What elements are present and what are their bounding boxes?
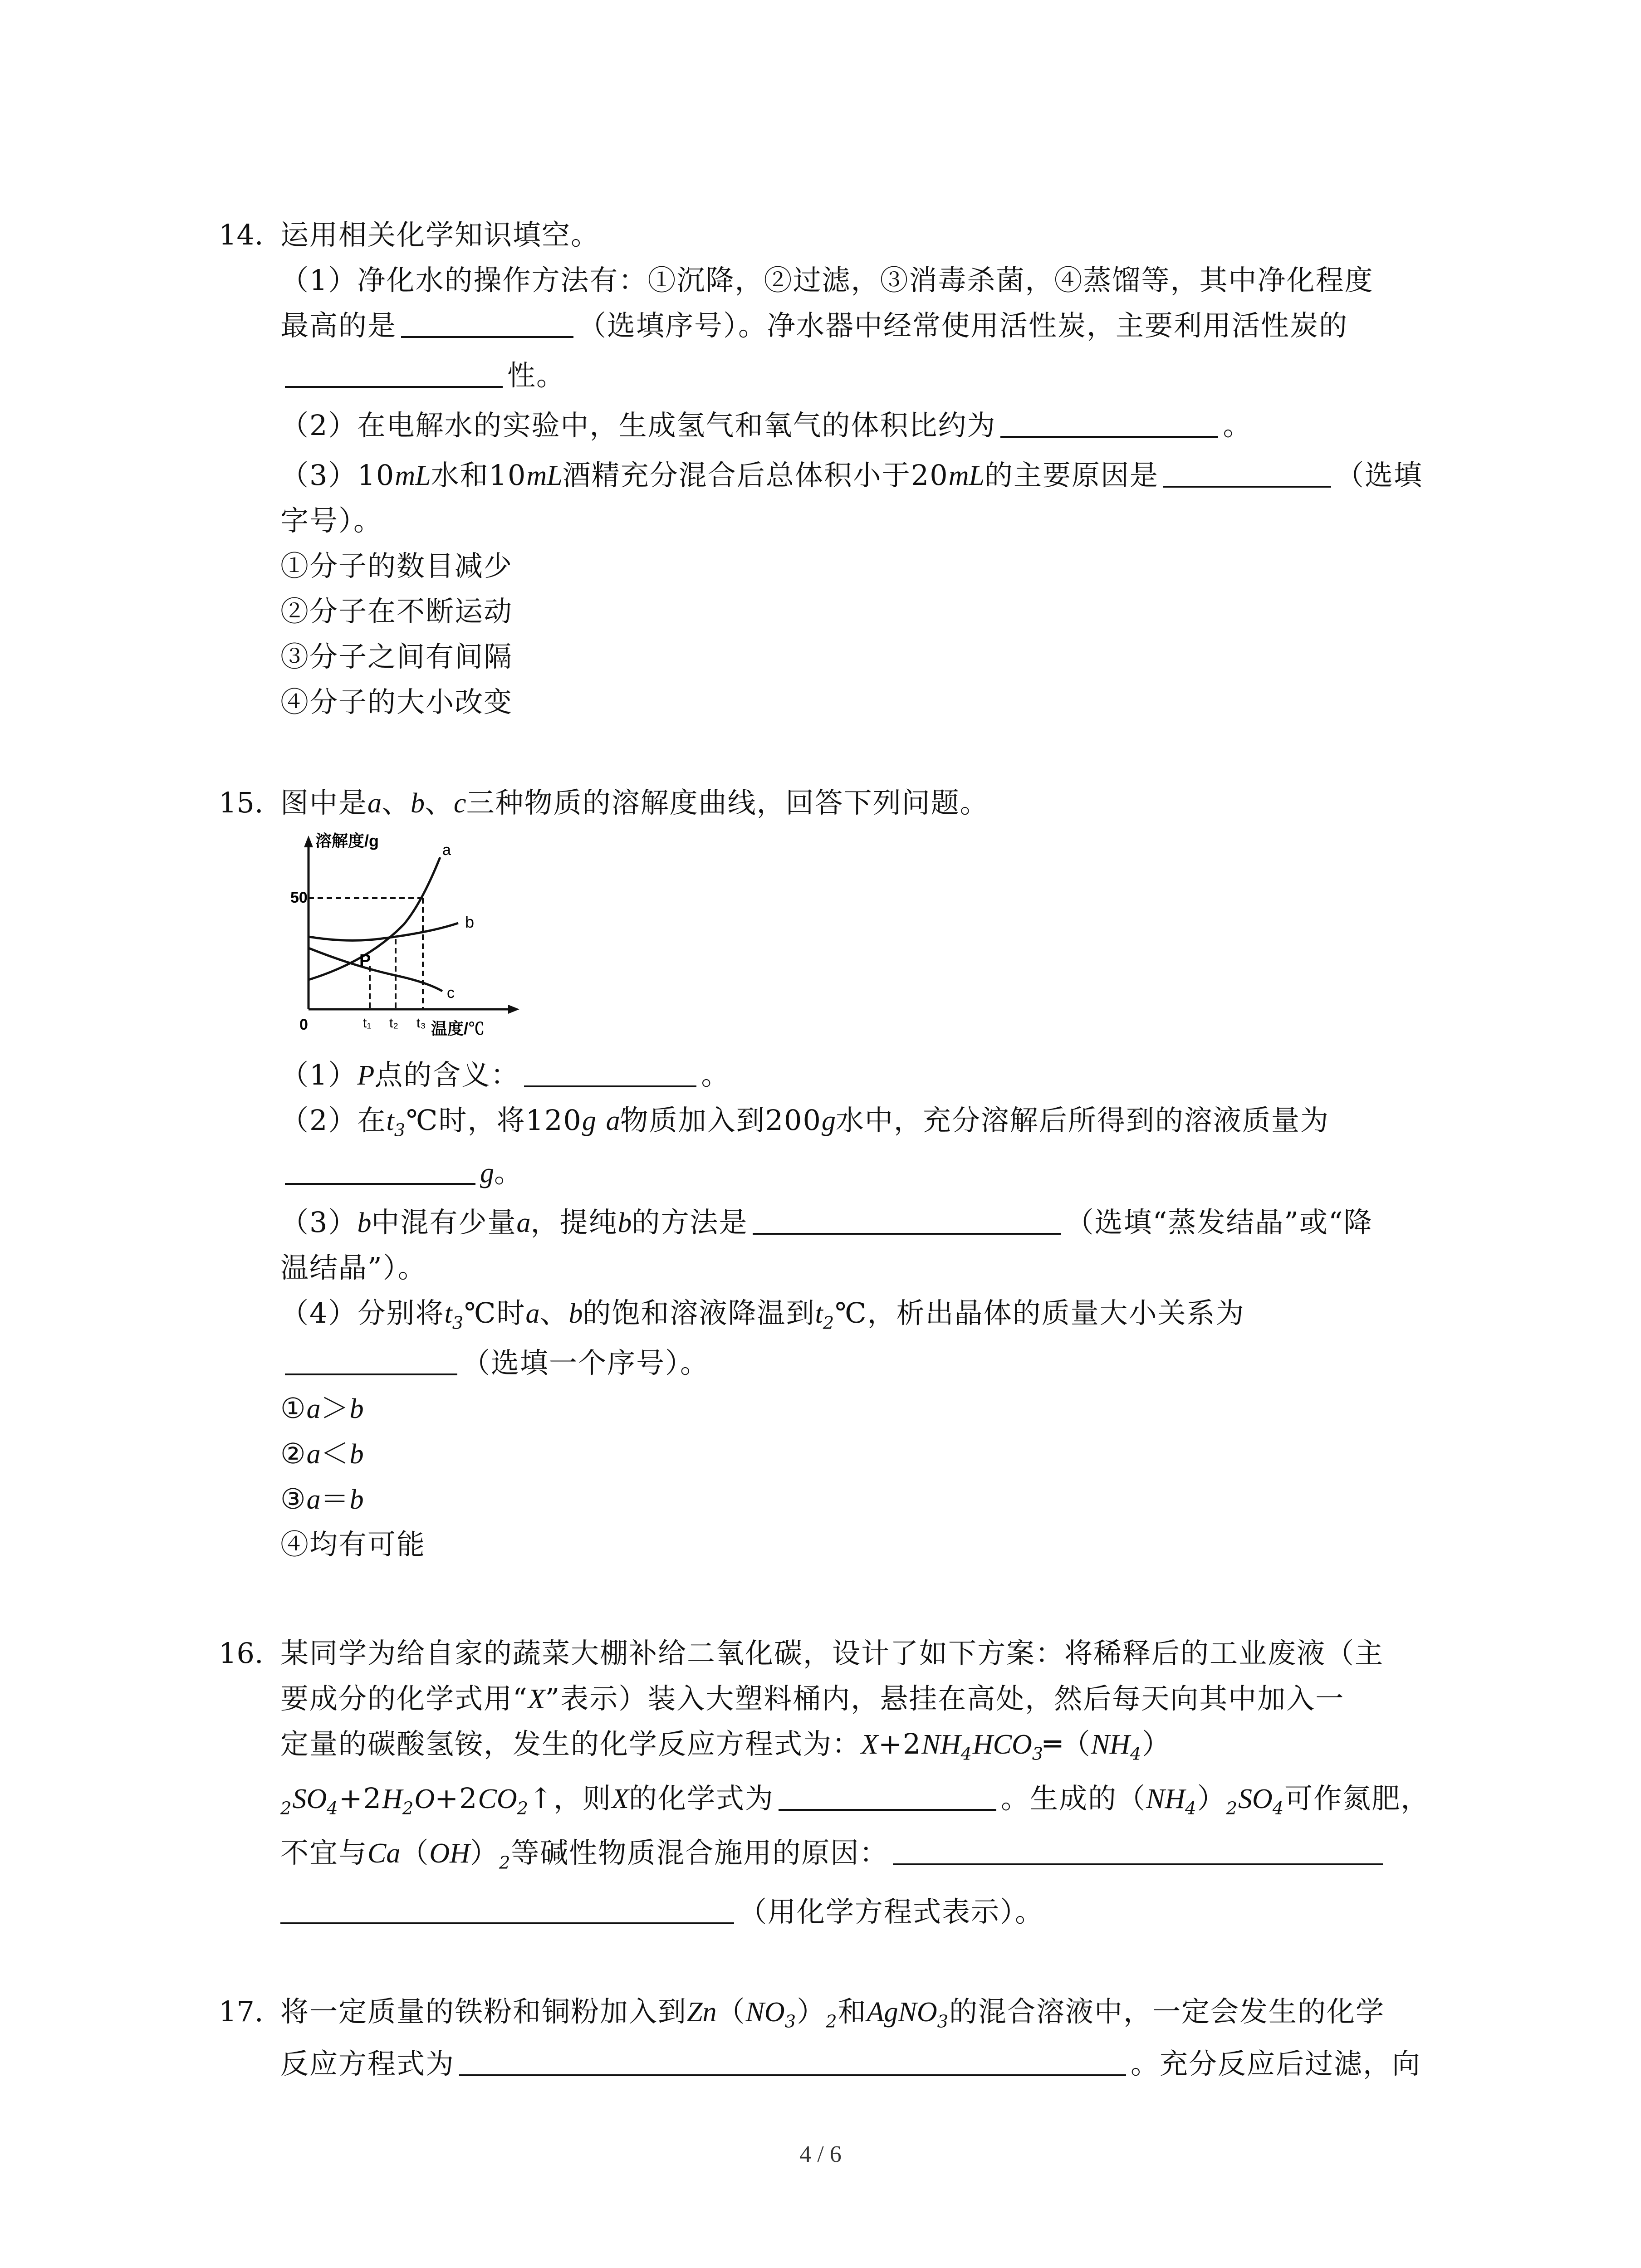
x-tick-t2: t₂ — [389, 1016, 398, 1031]
x-tick-t3: t₃ — [416, 1016, 426, 1031]
answer-blank[interactable] — [280, 1897, 734, 1924]
q15-part4-line2: （选填一个序号）。 — [280, 1345, 1446, 1381]
q14-part1-line2: 最高的是 （选填序号）。净水器中经常使用活性炭，主要利用活性炭的 — [280, 309, 1348, 342]
answer-blank[interactable] — [1163, 460, 1331, 488]
q14-part3-line2: 字号）。 — [280, 504, 383, 537]
q15-part1: （1）P点的含义： 。 — [280, 1058, 730, 1091]
q15-option-1: ①a＞b — [280, 1392, 364, 1425]
q15-part2-line2: g。 — [280, 1154, 1446, 1191]
q14-option-2: ②分子在不断运动 — [280, 595, 513, 628]
q14-part2: （2）在电解水的实验中，生成氢气和氧气的体积比约为 。 — [280, 409, 1252, 442]
q17-line2: 反应方程式为 。充分反应后过滤，向 — [280, 2047, 1421, 2080]
q17-line1: 将一定质量的铁粉和铜粉加入到$Zn(NO_3)_2$和AgNO$_3$的混合溶液中，一定会发生的化学 — [280, 1995, 1385, 2032]
q14-option-1: ①分子的数目减少 — [280, 549, 513, 582]
point-P-label: P — [359, 951, 371, 970]
curve-c-label: c — [447, 984, 455, 1002]
answer-blank[interactable] — [893, 1838, 1383, 1865]
curve-b — [309, 923, 458, 940]
question-number-17: 17. — [219, 1995, 264, 2028]
question-number-15: 15. — [219, 786, 264, 819]
q15-stem: 图中是a、b、c三种物质的溶解度曲线，回答下列问题。 — [280, 786, 989, 819]
q15-option-4: ④均有可能 — [280, 1528, 426, 1561]
y-tick-50: 50 — [290, 889, 308, 906]
solubility-curve-figure — [290, 830, 526, 1039]
q14-part1-line3: 性。 — [280, 357, 1446, 394]
q14-part1-line1: （1）净化水的操作方法有：①沉降，②过滤，③消毒杀菌，④蒸馏等，其中净化程度 — [280, 264, 1374, 297]
question-number-16: 16. — [219, 1637, 264, 1670]
answer-blank[interactable] — [285, 1348, 457, 1375]
question-number-14: 14. — [219, 218, 264, 251]
x-tick-t1: t₁ — [363, 1016, 372, 1031]
answer-blank[interactable] — [753, 1207, 1061, 1235]
q15-option-3: ③a＝b — [280, 1482, 364, 1515]
y-axis-label: 溶解度/g — [315, 831, 379, 850]
q14-option-4: ④分子的大小改变 — [280, 685, 513, 719]
x-axis-arrow — [508, 1005, 519, 1014]
answer-blank[interactable] — [459, 2049, 1126, 2076]
q16-line5: 不宜与$Ca(OH)_2$等碱性物质混合施用的原因： — [280, 1835, 1446, 1872]
y-axis-arrow — [304, 836, 313, 847]
curve-a — [309, 857, 440, 980]
x-axis-label: 温度/℃ — [431, 1019, 485, 1038]
q16-line2: 要成分的化学式用“X”表示）装入大塑料桶内，悬挂在高处，然后每天向其中加入一 — [280, 1682, 1345, 1715]
q15-part3-line2: 温结晶”）。 — [280, 1251, 427, 1284]
curve-a-label: a — [442, 841, 451, 859]
page-number: 4 / 6 — [799, 2141, 842, 2167]
q14-part3-line1: （3）10mL水和10mL酒精充分混合后总体积小于20mL的主要原因是 （选填 — [280, 459, 1423, 492]
q15-part3-line1: （3）b中混有少量a，提纯b的方法是 （选填“蒸发结晶”或“降 — [280, 1206, 1373, 1239]
q16-line1: 某同学为给自家的蔬菜大棚补给二氧化碳，设计了如下方案：将稀释后的工业废液（主 — [280, 1637, 1384, 1670]
q14-option-3: ③分子之间有间隔 — [280, 640, 513, 673]
q16-line4: $_2SO_4+2H_2O+2CO_2↑$，则X的化学式为 。生成的$(NH_4)_2SO_4$可作氮肥， — [280, 1782, 1430, 1819]
answer-blank[interactable] — [285, 1158, 475, 1185]
q15-option-2: ②a＜b — [280, 1437, 364, 1470]
answer-blank[interactable] — [401, 311, 573, 338]
answer-blank[interactable] — [524, 1060, 696, 1087]
q16-line6: （用化学方程式表示）。 — [280, 1894, 1446, 1930]
q15-part2-line1: （2）在$t_3℃$时，将120g a物质加入到200g水中，充分溶解后所得到的溶液质量为 — [280, 1104, 1329, 1141]
origin-label: 0 — [299, 1016, 308, 1033]
curve-b-label: b — [465, 913, 475, 931]
answer-blank[interactable] — [779, 1784, 996, 1811]
q16-line3: 定量的碳酸氢铵，发生的化学反应方程式为：$X+2NH_4HCO_3═(NH_4)$ — [280, 1727, 1171, 1765]
answer-blank[interactable] — [285, 361, 503, 388]
q15-part4-line1: （4）分别将$t_3℃$时a、b的饱和溶液降温到$t_2℃$，析出晶体的质量大小关系为 — [280, 1296, 1245, 1334]
answer-blank[interactable] — [1000, 411, 1218, 438]
q14-stem: 运用相关化学知识填空。 — [280, 218, 600, 251]
